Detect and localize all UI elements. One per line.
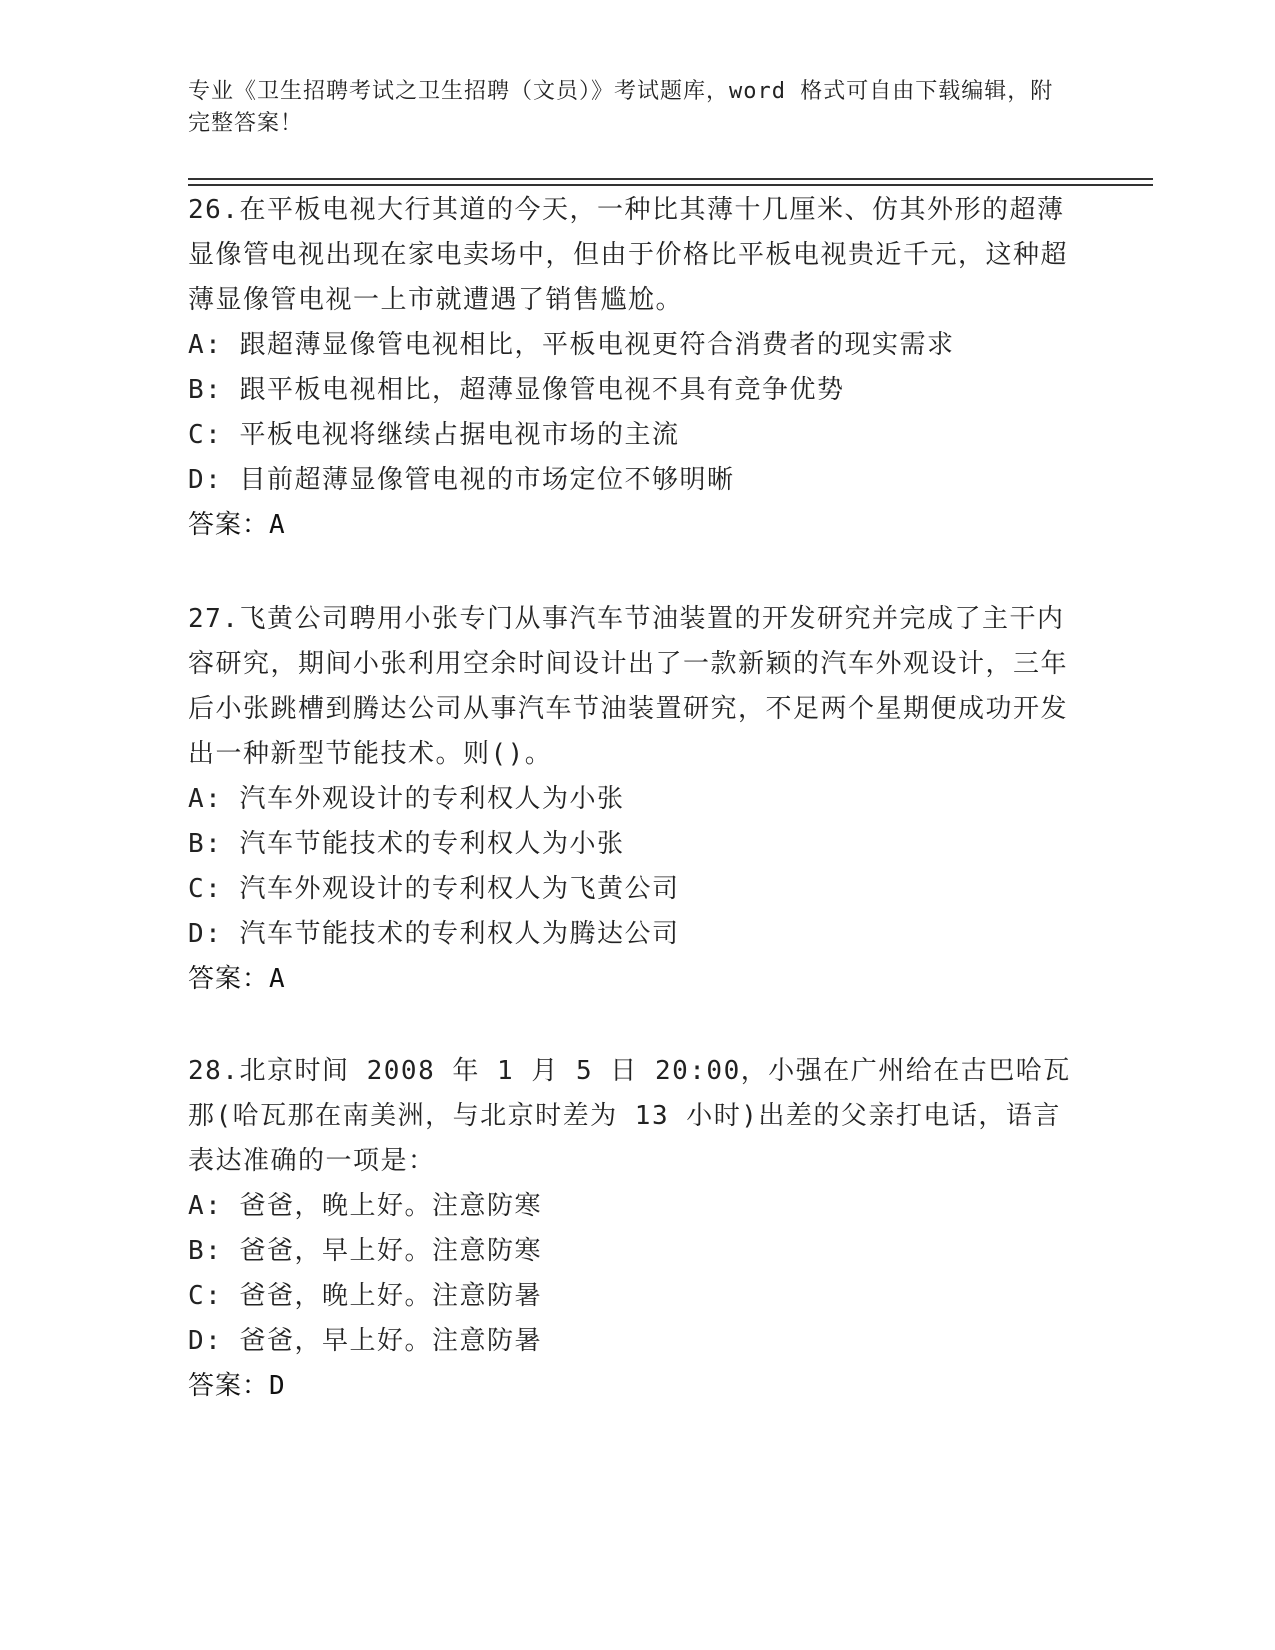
option-c: C: 汽车外观设计的专利权人为飞黄公司 [188,874,680,904]
option-c: C: 平板电视将继续占据电视市场的主流 [188,420,680,450]
answer-label: 答案：A [188,964,286,994]
header-divider-bottom [188,184,1153,186]
question-text: 27.飞黄公司聘用小张专门从事汽车节油装置的开发研究并完成了主干内容研究，期间小张利用空余时间设计出了一款新颖的汽车外观设计，三年后小张跳槽到腾达公司从事汽车节油装置研究，不足两个星期便成功开发出一种新型节能技术。则()。 [188,604,1069,769]
question-28 [188,1049,1088,1409]
option-d: D: 汽车节能技术的专利权人为腾达公司 [188,919,680,949]
answer-label: 答案：D [188,1371,286,1401]
option-d: D: 目前超薄显像管电视的市场定位不够明晰 [188,465,735,495]
question-26 [188,188,1088,548]
option-b: B: 跟平板电视相比，超薄显像管电视不具有竞争优势 [188,375,845,405]
question-text: 26.在平板电视大行其道的今天，一种比其薄十几厘米、仿其外形的超薄显像管电视出现在家电卖场中，但由于价格比平板电视贵近千元，这种超薄显像管电视一上市就遭遇了销售尴尬。 [188,195,1069,315]
answer-label: 答案：A [188,510,286,540]
header-divider-top [188,178,1153,180]
option-b: B: 爸爸，早上好。注意防寒 [188,1236,542,1266]
option-a: A: 汽车外观设计的专利权人为小张 [188,784,625,814]
document-header: 专业《卫生招聘考试之卫生招聘（文员）》考试题库，word 格式可自由下载编辑，附完整答案！ [188,79,1054,136]
option-b: B: 汽车节能技术的专利权人为小张 [188,829,625,859]
option-a: A: 爸爸，晚上好。注意防寒 [188,1191,542,1221]
option-c: C: 爸爸，晚上好。注意防暑 [188,1281,542,1311]
option-d: D: 爸爸，早上好。注意防暑 [188,1326,542,1356]
question-text: 28.北京时间 2008 年 1 月 5 日 20:00，小强在广州给在古巴哈瓦那(哈瓦那在南美洲，与北京时差为 13 小时)出差的父亲打电话，语言表达准确的一项是： [188,1056,1071,1176]
question-27 [188,597,1088,1002]
option-a: A: 跟超薄显像管电视相比，平板电视更符合消费者的现实需求 [188,330,955,360]
